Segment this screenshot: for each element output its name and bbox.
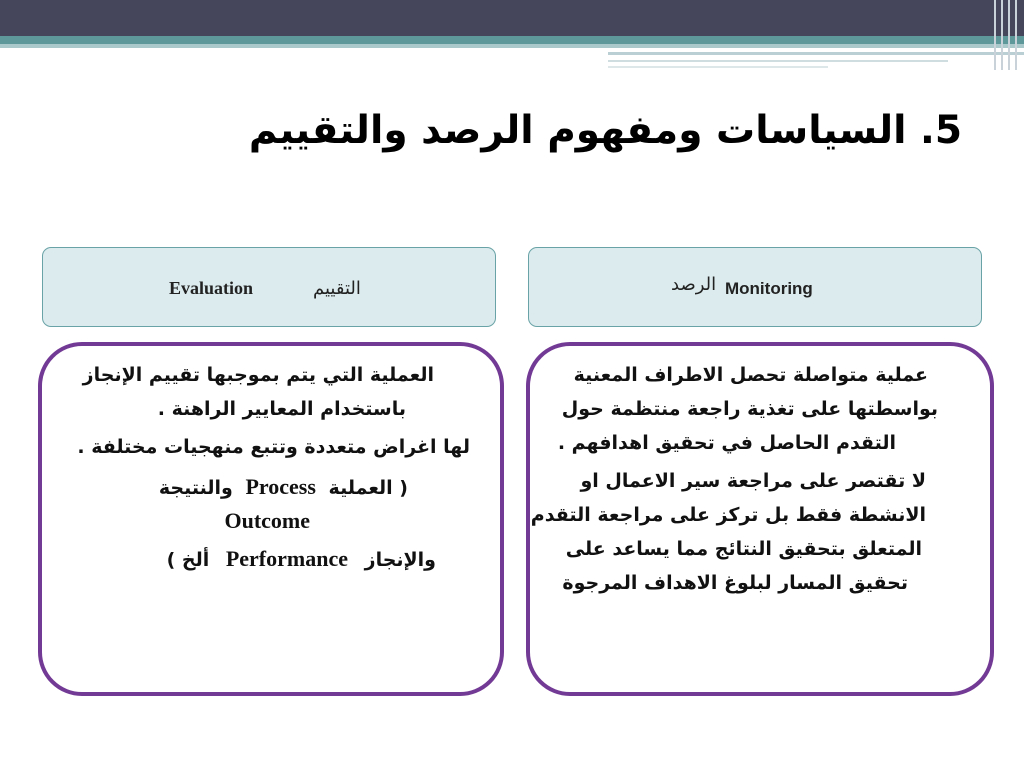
decor-vbar <box>994 0 996 70</box>
evaluation-line-3: لها اغراض متعددة وتتبع منهجيات مختلفة . <box>77 436 470 458</box>
monitoring-header-arabic: الرصد <box>671 274 717 295</box>
monitoring-line-3: التقدم الحاصل في تحقيق اهدافهم . <box>557 432 896 454</box>
monitoring-line-4: لا تقتصر على مراجعة سير الاعمال او <box>580 470 926 492</box>
evaluation-content-box <box>38 342 504 696</box>
evaluation-header <box>42 247 496 327</box>
slide-title: 5. السياسات ومفهوم الرصد والتقييم <box>248 108 962 153</box>
monitoring-content-box <box>526 342 994 696</box>
evaluation-line-4-outcome-label: والنتيجة <box>158 477 233 499</box>
evaluation-line-6-performance-label: والإنجاز <box>364 549 436 571</box>
monitoring-header <box>528 247 982 327</box>
evaluation-line-1: العملية التي يتم بموجبها تقييم الإنجاز <box>82 364 434 386</box>
evaluation-line-6-end: ألخ ) <box>166 549 210 571</box>
slide-accent-band <box>0 36 1024 44</box>
monitoring-line-6: المتعلق بتحقيق النتائج مما يساعد على <box>565 538 922 560</box>
decor-vbar <box>1001 0 1003 70</box>
evaluation-line-4-process-label: ( العملية <box>328 477 408 499</box>
monitoring-line-2: بواسطتها على تغذية راجعة منتظمة حول <box>561 398 938 420</box>
evaluation-header-arabic: التقييم <box>313 278 361 299</box>
decor-stripe <box>608 60 948 62</box>
decor-vbar <box>1015 0 1017 70</box>
decor-vbar <box>1008 0 1010 70</box>
evaluation-outcome-term: Outcome <box>224 508 310 533</box>
slide-top-bar <box>0 0 1024 36</box>
slide-accent-band-light <box>0 44 1024 48</box>
monitoring-line-1: عملية متواصلة تحصل الاطراف المعنية <box>573 364 928 386</box>
evaluation-line-6 <box>167 546 436 572</box>
evaluation-line-4 <box>159 474 408 500</box>
evaluation-process-term: Process <box>245 474 316 499</box>
evaluation-header-english: Evaluation <box>169 278 254 298</box>
monitoring-line-7: تحقيق المسار لبلوغ الاهداف المرجوة <box>562 572 908 594</box>
monitoring-header-english: Monitoring <box>725 279 813 298</box>
evaluation-line-2: باستخدام المعايير الراهنة . <box>157 398 406 420</box>
evaluation-performance-term: Performance <box>225 546 348 571</box>
decor-stripe <box>608 66 828 68</box>
monitoring-line-5: الانشطة فقط بل تركز على مراجعة التقدم <box>530 504 926 526</box>
decor-stripe <box>608 52 1024 55</box>
